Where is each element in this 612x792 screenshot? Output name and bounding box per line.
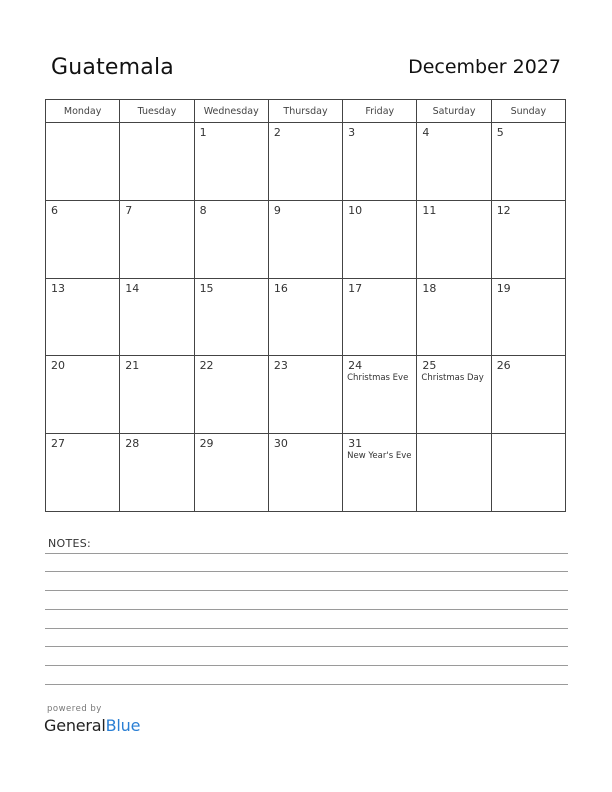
day-number: 11	[422, 203, 437, 217]
day-cell	[417, 200, 491, 278]
weekday-header-row	[46, 100, 566, 123]
day-cell	[46, 123, 120, 201]
holiday-label: Christmas Eve	[347, 373, 409, 384]
day-cell	[417, 356, 491, 434]
day-cell	[194, 200, 268, 278]
day-cell	[268, 123, 342, 201]
day-cell	[268, 200, 342, 278]
day-number: 6	[51, 203, 58, 217]
day-number: 12	[496, 203, 511, 217]
day-number: 31	[348, 437, 363, 451]
day-cell	[46, 434, 120, 512]
day-number: 10	[348, 203, 363, 217]
day-cell	[491, 356, 565, 434]
holiday-label: New Year's Eve	[347, 451, 412, 462]
day-number: 20	[51, 359, 65, 373]
day-cell	[343, 123, 417, 201]
day-number: 8	[199, 203, 207, 217]
day-cell	[491, 200, 565, 278]
day-number: 13	[51, 281, 65, 295]
logo-general-text: General	[44, 716, 106, 735]
holiday-label: Christmas Day	[421, 373, 484, 384]
day-cell	[343, 200, 417, 278]
notes-label: NOTES:	[48, 537, 92, 550]
day-cell	[343, 278, 417, 356]
day-number: 26	[496, 359, 511, 373]
day-cell	[417, 434, 491, 512]
country-title: Guatemala	[51, 55, 174, 80]
day-cell	[491, 123, 565, 201]
weekday-friday: Friday	[343, 100, 417, 123]
day-number: 28	[125, 437, 140, 451]
day-cell	[120, 434, 194, 512]
notes-line	[45, 590, 568, 591]
week-row	[46, 278, 566, 356]
day-number	[417, 434, 490, 437]
day-cell	[194, 434, 268, 512]
notes-line	[45, 684, 568, 685]
day-cell	[491, 278, 565, 356]
day-cell	[491, 434, 565, 512]
day-number	[46, 123, 119, 126]
day-number: 5	[496, 126, 504, 139]
day-number: 18	[422, 281, 437, 295]
day-number: 15	[199, 281, 214, 295]
day-number: 27	[51, 437, 65, 451]
day-cell	[417, 123, 491, 201]
day-cell	[194, 278, 268, 356]
day-cell	[46, 278, 120, 356]
weekday-monday: Monday	[46, 100, 120, 123]
week-row	[46, 434, 566, 512]
week-row	[46, 356, 566, 434]
day-number: 4	[422, 126, 430, 139]
calendar-grid	[45, 99, 566, 512]
day-number: 30	[273, 437, 288, 451]
day-number: 23	[273, 359, 288, 373]
logo-blue-text: Blue	[105, 716, 141, 735]
day-cell	[343, 356, 417, 434]
month-year-title: December 2027	[408, 56, 561, 78]
weekday-saturday: Saturday	[417, 100, 491, 123]
day-number: 25	[422, 359, 437, 373]
day-number: 1	[199, 126, 207, 139]
day-number: 14	[125, 281, 140, 295]
day-cell	[268, 278, 342, 356]
day-number: 7	[125, 203, 133, 217]
day-cell	[417, 278, 491, 356]
day-number: 16	[273, 281, 288, 295]
day-cell	[194, 356, 268, 434]
week-row	[46, 123, 566, 201]
day-cell	[46, 200, 120, 278]
week-row	[46, 200, 566, 278]
day-cell	[120, 278, 194, 356]
day-cell	[194, 123, 268, 201]
notes-line	[45, 628, 568, 629]
day-cell	[120, 123, 194, 201]
powered-by-text: powered by	[47, 704, 102, 714]
day-number	[492, 434, 565, 437]
weekday-wednesday: Wednesday	[194, 100, 268, 123]
weekday-tuesday: Tuesday	[120, 100, 194, 123]
day-cell	[120, 200, 194, 278]
day-number: 19	[496, 281, 511, 295]
weekday-sunday: Sunday	[491, 100, 565, 123]
day-cell	[268, 434, 342, 512]
day-cell	[120, 356, 194, 434]
day-number: 17	[348, 281, 363, 295]
day-cell	[343, 434, 417, 512]
weekday-thursday: Thursday	[268, 100, 342, 123]
day-number: 3	[348, 126, 356, 139]
day-cell	[268, 356, 342, 434]
notes-line	[45, 571, 568, 572]
day-number: 29	[199, 437, 214, 451]
generalblue-logo	[44, 716, 140, 735]
notes-line	[45, 665, 568, 666]
day-number	[120, 123, 193, 126]
day-number: 24	[348, 359, 363, 373]
day-number: 21	[125, 359, 140, 373]
day-number: 9	[273, 203, 281, 217]
day-cell	[46, 356, 120, 434]
notes-line	[45, 609, 568, 610]
day-number: 22	[199, 359, 214, 373]
notes-line	[45, 646, 568, 647]
day-number: 2	[273, 126, 281, 139]
notes-line	[45, 553, 568, 554]
